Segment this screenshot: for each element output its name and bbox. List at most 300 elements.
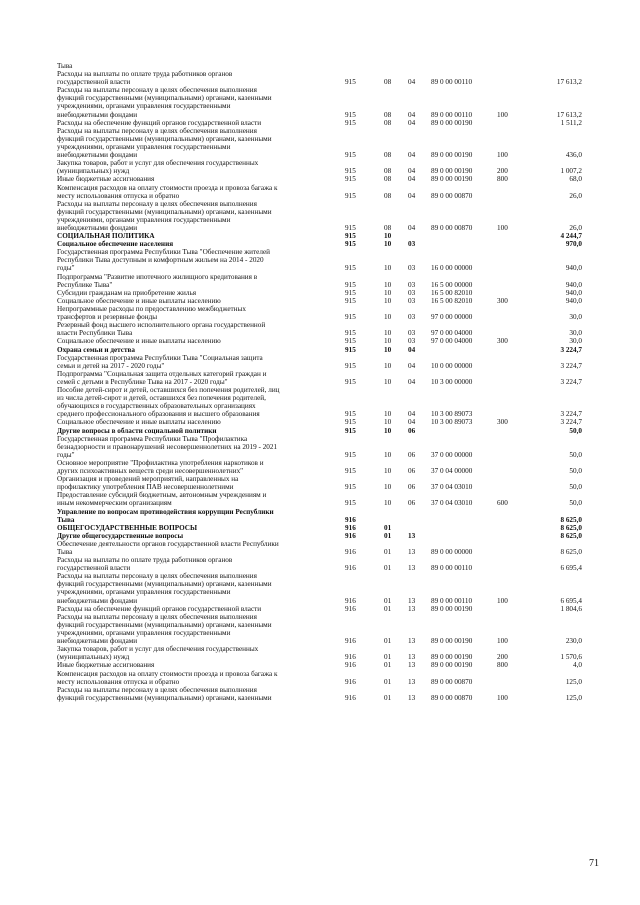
row-name <box>57 273 334 289</box>
row-name <box>57 605 334 613</box>
row-name-line: Пособие детей-сирот и детей, оставшихся без попечения родителей, лиц <box>57 386 280 394</box>
row-name-line: обучающихся в государственных образовательных организациях <box>57 402 256 411</box>
row-podrazdel: 04 <box>408 118 416 127</box>
row-razdel: 10 <box>384 450 392 459</box>
row-name-line: Расходы на выплаты по оплате труда работников органов <box>57 70 233 79</box>
row-target-article: 89 0 00 00110 <box>431 564 473 573</box>
row-podrazdel: 06 <box>408 499 416 508</box>
row-target-article: 97 0 00 04000 <box>431 329 473 338</box>
row-target-article: 89 0 00 00190 <box>431 175 473 184</box>
row-ved: 916 <box>345 604 356 613</box>
row-name-line: Другие вопросы в области социальной политики <box>57 426 217 435</box>
row-razdel: 01 <box>384 604 392 613</box>
row-expense-type: 800 <box>497 661 508 670</box>
row-ved: 915 <box>345 167 356 176</box>
row-amount: 125,0 <box>565 677 582 686</box>
row-name-line: Расходы на выплаты персоналу в целях обеспечения выполнения <box>57 86 257 95</box>
row-target-article: 89 0 00 00190 <box>431 653 473 662</box>
row-ved: 915 <box>345 118 356 127</box>
row-name-line: учреждениями, органами управления государственными <box>57 215 231 224</box>
row-name <box>57 346 334 354</box>
row-name-line: функций государственными (муниципальными) органами, казенными <box>57 620 272 629</box>
row-ved: 915 <box>345 329 356 338</box>
row-amount: 30,0 <box>569 329 582 338</box>
row-name-line: учреждениями, органами управления государственными <box>57 102 231 111</box>
row-razdel: 10 <box>384 280 392 289</box>
row-target-article: 89 0 00 00870 <box>431 693 473 702</box>
row-ved: 915 <box>345 361 356 370</box>
row-name-line: трансфертов и резервные фонды <box>57 313 158 322</box>
row-ved: 915 <box>345 426 356 435</box>
row-amount: 3 224,7 <box>560 418 582 427</box>
row-name-line: Резервный фонд высшего исполнительного органа государственной <box>57 321 266 330</box>
row-amount: 4 244,7 <box>560 232 582 241</box>
row-ved: 915 <box>345 223 356 232</box>
row-amount: 6 695,4 <box>560 596 582 605</box>
row-amount: 50,0 <box>569 466 582 475</box>
row-name-line: Расходы на выплаты персоналу в целях обеспечения выполнения <box>57 126 257 135</box>
row-amount: 3 224,7 <box>560 345 582 354</box>
row-razdel: 10 <box>384 426 392 435</box>
row-amount: 30,0 <box>569 337 582 346</box>
row-name-line: ОБЩЕГОСУДАРСТВЕННЫЕ ВОПРОСЫ <box>57 523 198 532</box>
row-target-article: 89 0 00 00110 <box>431 596 473 605</box>
row-name <box>57 645 334 661</box>
row-razdel: 08 <box>384 110 392 119</box>
row-name-line: внебюджетными фондами <box>57 637 138 646</box>
row-name-line: функций государственными (муниципальными) органами, казенными <box>57 580 272 589</box>
row-target-article: 97 0 00 04000 <box>431 337 473 346</box>
row-amount: 68,0 <box>569 175 582 184</box>
row-ved: 916 <box>345 515 356 524</box>
row-name <box>57 475 334 491</box>
row-podrazdel: 06 <box>408 466 416 475</box>
row-razdel: 10 <box>384 499 392 508</box>
row-podrazdel: 04 <box>408 361 416 370</box>
row-podrazdel: 04 <box>408 167 416 176</box>
row-razdel: 08 <box>384 175 392 184</box>
row-target-article: 16 5 00 00000 <box>431 280 473 289</box>
row-razdel: 01 <box>384 693 392 702</box>
row-expense-type: 600 <box>497 499 508 508</box>
row-razdel: 08 <box>384 191 392 200</box>
row-name-line: семьи и детей на 2017 - 2020 годы" <box>57 361 165 370</box>
row-name <box>57 524 334 532</box>
row-name-line: Республике Тыва" <box>57 280 113 289</box>
row-expense-type: 300 <box>497 296 508 305</box>
row-amount: 3 224,7 <box>560 410 582 419</box>
row-ved: 915 <box>345 345 356 354</box>
row-name-line: Расходы на выплаты персоналу в целях обеспечения выполнения <box>57 572 257 581</box>
row-ved: 915 <box>345 466 356 475</box>
row-amount: 17 613,2 <box>556 78 582 87</box>
row-amount: 940,0 <box>565 264 582 273</box>
row-expense-type: 100 <box>497 596 508 605</box>
row-name-line: Подпрограмма "Социальная защита отдельных категорий граждан и <box>57 369 267 378</box>
row-razdel: 10 <box>384 288 392 297</box>
row-ved: 916 <box>345 661 356 670</box>
row-name-line: из числа детей-сирот и детей, оставшихся без попечения родителей, <box>57 394 266 403</box>
row-name-line: безнадзорности и правонарушений несовершеннолетних на 2019 - 2021 <box>57 442 278 451</box>
row-name-line: среднего профессионального образования и высшего образования <box>57 410 260 419</box>
row-razdel: 10 <box>384 296 392 305</box>
row-razdel: 01 <box>384 637 392 646</box>
row-name <box>57 321 334 337</box>
row-expense-type: 100 <box>497 110 508 119</box>
row-razdel: 01 <box>384 523 392 532</box>
row-podrazdel: 03 <box>408 329 416 338</box>
row-name <box>57 354 334 370</box>
row-target-article: 89 0 00 00190 <box>431 151 473 160</box>
row-name-line: других психоактивных веществ среди несовершеннолетних" <box>57 466 244 475</box>
row-ved: 915 <box>345 483 356 492</box>
row-target-article: 10 3 00 00000 <box>431 377 473 386</box>
row-name-line: профилактику употребления ПАВ несовершеннолетними <box>57 483 234 492</box>
row-name <box>57 540 334 556</box>
row-name-line: Социальное обеспечение и иные выплаты населению <box>57 337 221 346</box>
row-name <box>57 427 334 435</box>
row-podrazdel: 13 <box>408 531 416 540</box>
row-ved: 915 <box>345 151 356 160</box>
page-number: 71 <box>589 858 599 869</box>
row-name-line: месту использования отпуска и обратно <box>57 191 180 200</box>
row-target-article: 89 0 00 00110 <box>431 110 473 119</box>
row-podrazdel: 13 <box>408 596 416 605</box>
row-name <box>57 127 334 159</box>
row-amount: 940,0 <box>565 296 582 305</box>
row-expense-type: 200 <box>497 167 508 176</box>
row-razdel: 10 <box>384 466 392 475</box>
row-name-line: Расходы на выплаты персоналу в целях обеспечения выполнения <box>57 612 257 621</box>
row-razdel: 10 <box>384 483 392 492</box>
row-name <box>57 386 334 418</box>
row-amount: 50,0 <box>569 426 582 435</box>
row-target-article: 97 0 00 00000 <box>431 313 473 322</box>
row-podrazdel: 04 <box>408 418 416 427</box>
row-target-article: 89 0 00 00190 <box>431 661 473 670</box>
row-amount: 8 625,0 <box>560 515 582 524</box>
row-name-line: СОЦИАЛЬНАЯ ПОЛИТИКА <box>57 232 155 241</box>
row-name <box>57 556 334 572</box>
row-ved: 915 <box>345 377 356 386</box>
row-name-line: Непрограммные расходы по предоставлению межбюджетных <box>57 305 246 313</box>
row-expense-type: 200 <box>497 653 508 662</box>
row-ved: 915 <box>345 499 356 508</box>
row-name <box>57 661 334 669</box>
row-amount: 8 625,0 <box>560 531 582 540</box>
row-name-line: Тыва <box>57 547 73 556</box>
row-target-article: 37 0 04 00000 <box>431 466 473 475</box>
row-name-line: Расходы на обеспечение функций органов государственной власти <box>57 604 262 613</box>
row-podrazdel: 03 <box>408 240 416 249</box>
row-podrazdel: 04 <box>408 175 416 184</box>
row-target-article: 10 3 00 89073 <box>431 418 473 427</box>
row-name-line: власти Республики Тыва <box>57 329 133 338</box>
row-podrazdel: 13 <box>408 637 416 646</box>
row-name-line: Иные бюджетные ассигнования <box>57 661 155 670</box>
row-name-line: месту использования отпуска и обратно <box>57 677 180 686</box>
row-ved: 916 <box>345 547 356 556</box>
row-amount: 8 625,0 <box>560 523 582 532</box>
row-name <box>57 200 334 232</box>
row-name-line: государственной власти <box>57 564 131 573</box>
row-razdel: 10 <box>384 361 392 370</box>
row-name-line: учреждениями, органами управления государственными <box>57 628 231 637</box>
row-name-line: Иные бюджетные ассигнования <box>57 175 155 184</box>
row-podrazdel: 04 <box>408 223 416 232</box>
row-amount: 6 695,4 <box>560 564 582 573</box>
row-ved: 915 <box>345 191 356 200</box>
row-amount: 1 570,6 <box>560 653 582 662</box>
row-name <box>57 119 334 127</box>
row-ved: 916 <box>345 653 356 662</box>
row-podrazdel: 06 <box>408 483 416 492</box>
row-razdel: 10 <box>384 232 392 241</box>
row-target-article: 16 5 00 82010 <box>431 288 473 297</box>
row-name-line: Подпрограмма "Развитие ипотечного жилищного кредитования в <box>57 272 258 281</box>
row-name <box>57 337 334 345</box>
row-podrazdel: 13 <box>408 653 416 662</box>
row-name-line: учреждениями, органами управления государственными <box>57 142 231 151</box>
row-razdel: 08 <box>384 78 392 87</box>
row-target-article: 89 0 00 00870 <box>431 191 473 200</box>
row-podrazdel: 13 <box>408 693 416 702</box>
row-ved: 915 <box>345 280 356 289</box>
row-name-line: Социальное обеспечение и иные выплаты населению <box>57 296 221 305</box>
row-razdel: 10 <box>384 345 392 354</box>
row-razdel: 10 <box>384 329 392 338</box>
row-name <box>57 459 334 475</box>
row-name <box>57 232 334 240</box>
row-name-line: Государственная программа Республики Тыва "Профилактика <box>57 434 248 443</box>
row-ved: 915 <box>345 337 356 346</box>
row-podrazdel: 04 <box>408 78 416 87</box>
row-name <box>57 240 334 248</box>
row-podrazdel: 03 <box>408 264 416 273</box>
row-target-article: 16 0 00 00000 <box>431 264 473 273</box>
row-amount: 3 224,7 <box>560 377 582 386</box>
row-name-line: годы" <box>57 450 75 459</box>
row-podrazdel: 06 <box>408 450 416 459</box>
row-name-line: (муниципальных) нужд <box>57 167 130 176</box>
row-podrazdel: 13 <box>408 564 416 573</box>
row-razdel: 10 <box>384 377 392 386</box>
row-name-line: Расходы на выплаты по оплате труда работников органов <box>57 556 233 565</box>
row-name-line: Субсидии гражданам на приобретение жилья <box>57 288 197 297</box>
row-podrazdel: 04 <box>408 410 416 419</box>
row-ved: 915 <box>345 264 356 273</box>
row-razdel: 10 <box>384 313 392 322</box>
row-ved: 916 <box>345 596 356 605</box>
row-name <box>57 686 334 702</box>
row-name-line: (муниципальных) нужд <box>57 653 130 662</box>
row-amount: 4,0 <box>573 661 582 670</box>
row-target-article: 10 0 00 00000 <box>431 361 473 370</box>
row-name-line: Республики Тыва доступным и комфортным жильем на 2014 - 2020 <box>57 256 264 265</box>
row-amount: 940,0 <box>565 280 582 289</box>
row-podrazdel: 13 <box>408 547 416 556</box>
row-name <box>57 435 334 459</box>
row-name-line: Обеспечение деятельности органов государственной власти Республики <box>57 539 279 548</box>
row-podrazdel: 04 <box>408 345 416 354</box>
row-target-article: 10 3 00 89073 <box>431 410 473 419</box>
row-amount: 1 511,2 <box>560 118 582 127</box>
row-name <box>57 305 334 321</box>
row-amount: 50,0 <box>569 499 582 508</box>
row-expense-type: 300 <box>497 337 508 346</box>
row-razdel: 01 <box>384 596 392 605</box>
row-razdel: 01 <box>384 564 392 573</box>
row-name-line: Закупка товаров, работ и услуг для обеспечения государственных <box>57 159 259 168</box>
row-name-line: функций государственными (муниципальными) органами, казенными <box>57 207 272 216</box>
row-name-line: внебюджетными фондами <box>57 110 138 119</box>
row-expense-type: 100 <box>497 637 508 646</box>
row-name <box>57 370 334 386</box>
row-podrazdel: 04 <box>408 151 416 160</box>
row-expense-type: 300 <box>497 418 508 427</box>
row-name <box>57 532 334 540</box>
row-ved: 916 <box>345 677 356 686</box>
row-name-line: внебюджетными фондами <box>57 151 138 160</box>
row-name-line: Основное мероприятие "Профилактика употребления наркотиков и <box>57 458 264 467</box>
row-ved: 915 <box>345 296 356 305</box>
row-ved: 915 <box>345 110 356 119</box>
row-name <box>57 70 334 86</box>
row-podrazdel: 13 <box>408 604 416 613</box>
row-name <box>57 159 334 175</box>
row-ved: 915 <box>345 175 356 184</box>
row-name-line: внебюджетными фондами <box>57 223 138 232</box>
row-razdel: 08 <box>384 223 392 232</box>
row-target-article: 37 0 04 03010 <box>431 483 473 492</box>
row-name-line: годы" <box>57 264 75 273</box>
row-amount: 26,0 <box>569 223 582 232</box>
row-name-line: учреждениями, органами управления государственными <box>57 588 231 597</box>
row-name <box>57 297 334 305</box>
row-amount: 50,0 <box>569 483 582 492</box>
row-amount: 940,0 <box>565 288 582 297</box>
row-name <box>57 86 334 118</box>
row-name-line: внебюджетными фондами <box>57 596 138 605</box>
row-ved: 916 <box>345 564 356 573</box>
row-target-article: 37 0 00 00000 <box>431 450 473 459</box>
row-name-line: функций государственными (муниципальными) органами, казенными <box>57 134 272 143</box>
row-expense-type: 100 <box>497 693 508 702</box>
row-target-article: 89 0 00 00000 <box>431 547 473 556</box>
row-name-line: функций государственными (муниципальными) органами, казенными <box>57 94 272 103</box>
row-expense-type: 800 <box>497 175 508 184</box>
row-name <box>57 175 334 183</box>
row-name-line: государственной власти <box>57 78 131 87</box>
row-target-article: 37 0 04 03010 <box>431 499 473 508</box>
row-name-line: Охрана семьи и детства <box>57 345 135 354</box>
row-name-line: Компенсация расходов на оплату стоимости проезда и провоза багажа к <box>57 669 278 678</box>
row-razdel: 08 <box>384 167 392 176</box>
row-name <box>57 248 334 272</box>
row-target-article: 89 0 00 00110 <box>431 78 473 87</box>
row-name-line: Расходы на обеспечение функций органов государственной власти <box>57 118 262 127</box>
row-name <box>57 670 334 686</box>
row-razdel: 01 <box>384 531 392 540</box>
row-ved: 916 <box>345 523 356 532</box>
row-name <box>57 289 334 297</box>
row-ved: 915 <box>345 418 356 427</box>
row-ved: 915 <box>345 410 356 419</box>
row-amount: 1 007,2 <box>560 167 582 176</box>
row-name-line: Компенсация расходов на оплату стоимости проезда и провоза багажа к <box>57 183 278 192</box>
row-razdel: 01 <box>384 547 392 556</box>
row-amount: 970,0 <box>565 240 582 249</box>
row-name-line: иным некоммерческим организациям <box>57 499 172 508</box>
row-amount: 3 224,7 <box>560 361 582 370</box>
row-razdel: 10 <box>384 337 392 346</box>
row-podrazdel: 13 <box>408 677 416 686</box>
row-name-line: Тыва <box>57 515 75 524</box>
row-razdel: 01 <box>384 677 392 686</box>
row-amount: 8 625,0 <box>560 547 582 556</box>
row-amount: 125,0 <box>565 693 582 702</box>
row-name-line: Государственная программа Республики Тыва "Социальная защита <box>57 353 263 362</box>
row-ved: 915 <box>345 288 356 297</box>
row-razdel: 10 <box>384 418 392 427</box>
row-amount: 230,0 <box>565 637 582 646</box>
row-name <box>57 613 334 645</box>
row-ved: 916 <box>345 531 356 540</box>
row-target-article: 16 5 00 82010 <box>431 296 473 305</box>
row-name-line: Социальное обеспечение населения <box>57 240 174 249</box>
row-razdel: 08 <box>384 118 392 127</box>
row-ved: 915 <box>345 313 356 322</box>
row-name <box>57 508 334 524</box>
row-target-article: 89 0 00 00190 <box>431 604 473 613</box>
row-name-line: Социальное обеспечение и иные выплаты населению <box>57 418 221 427</box>
row-name-line: Тыва <box>57 62 73 70</box>
row-podrazdel: 03 <box>408 296 416 305</box>
row-target-article: 89 0 00 00190 <box>431 118 473 127</box>
row-target-article: 89 0 00 00870 <box>431 223 473 232</box>
row-name <box>57 184 334 200</box>
row-name-line: функций государственными (муниципальными) органами, казенными <box>57 693 272 702</box>
row-name-line: Расходы на выплаты персоналу в целях обеспечения выполнения <box>57 685 257 694</box>
row-ved: 915 <box>345 450 356 459</box>
row-amount: 26,0 <box>569 191 582 200</box>
row-expense-type: 100 <box>497 151 508 160</box>
row-name <box>57 572 334 604</box>
row-name-line: Организация и проведений мероприятий, направленных на <box>57 475 239 484</box>
row-target-article: 89 0 00 00190 <box>431 167 473 176</box>
row-podrazdel: 04 <box>408 110 416 119</box>
row-name-line: Государственная программа Республики Тыва "Обеспечение жителей <box>57 248 270 257</box>
row-target-article: 89 0 00 00190 <box>431 637 473 646</box>
row-podrazdel: 03 <box>408 280 416 289</box>
row-podrazdel: 03 <box>408 337 416 346</box>
row-razdel: 10 <box>384 240 392 249</box>
row-razdel: 08 <box>384 151 392 160</box>
row-name <box>57 62 334 70</box>
row-podrazdel: 04 <box>408 377 416 386</box>
row-razdel: 01 <box>384 661 392 670</box>
row-podrazdel: 06 <box>408 426 416 435</box>
row-name-line: Другие общегосударственные вопросы <box>57 531 184 540</box>
row-amount: 50,0 <box>569 450 582 459</box>
row-podrazdel: 03 <box>408 313 416 322</box>
row-name-line: Предоставление субсидий бюджетным, автономным учреждениям и <box>57 491 267 500</box>
row-amount: 436,0 <box>565 151 582 160</box>
row-amount: 1 804,6 <box>560 604 582 613</box>
row-amount: 30,0 <box>569 313 582 322</box>
row-razdel: 10 <box>384 264 392 273</box>
row-ved: 915 <box>345 78 356 87</box>
